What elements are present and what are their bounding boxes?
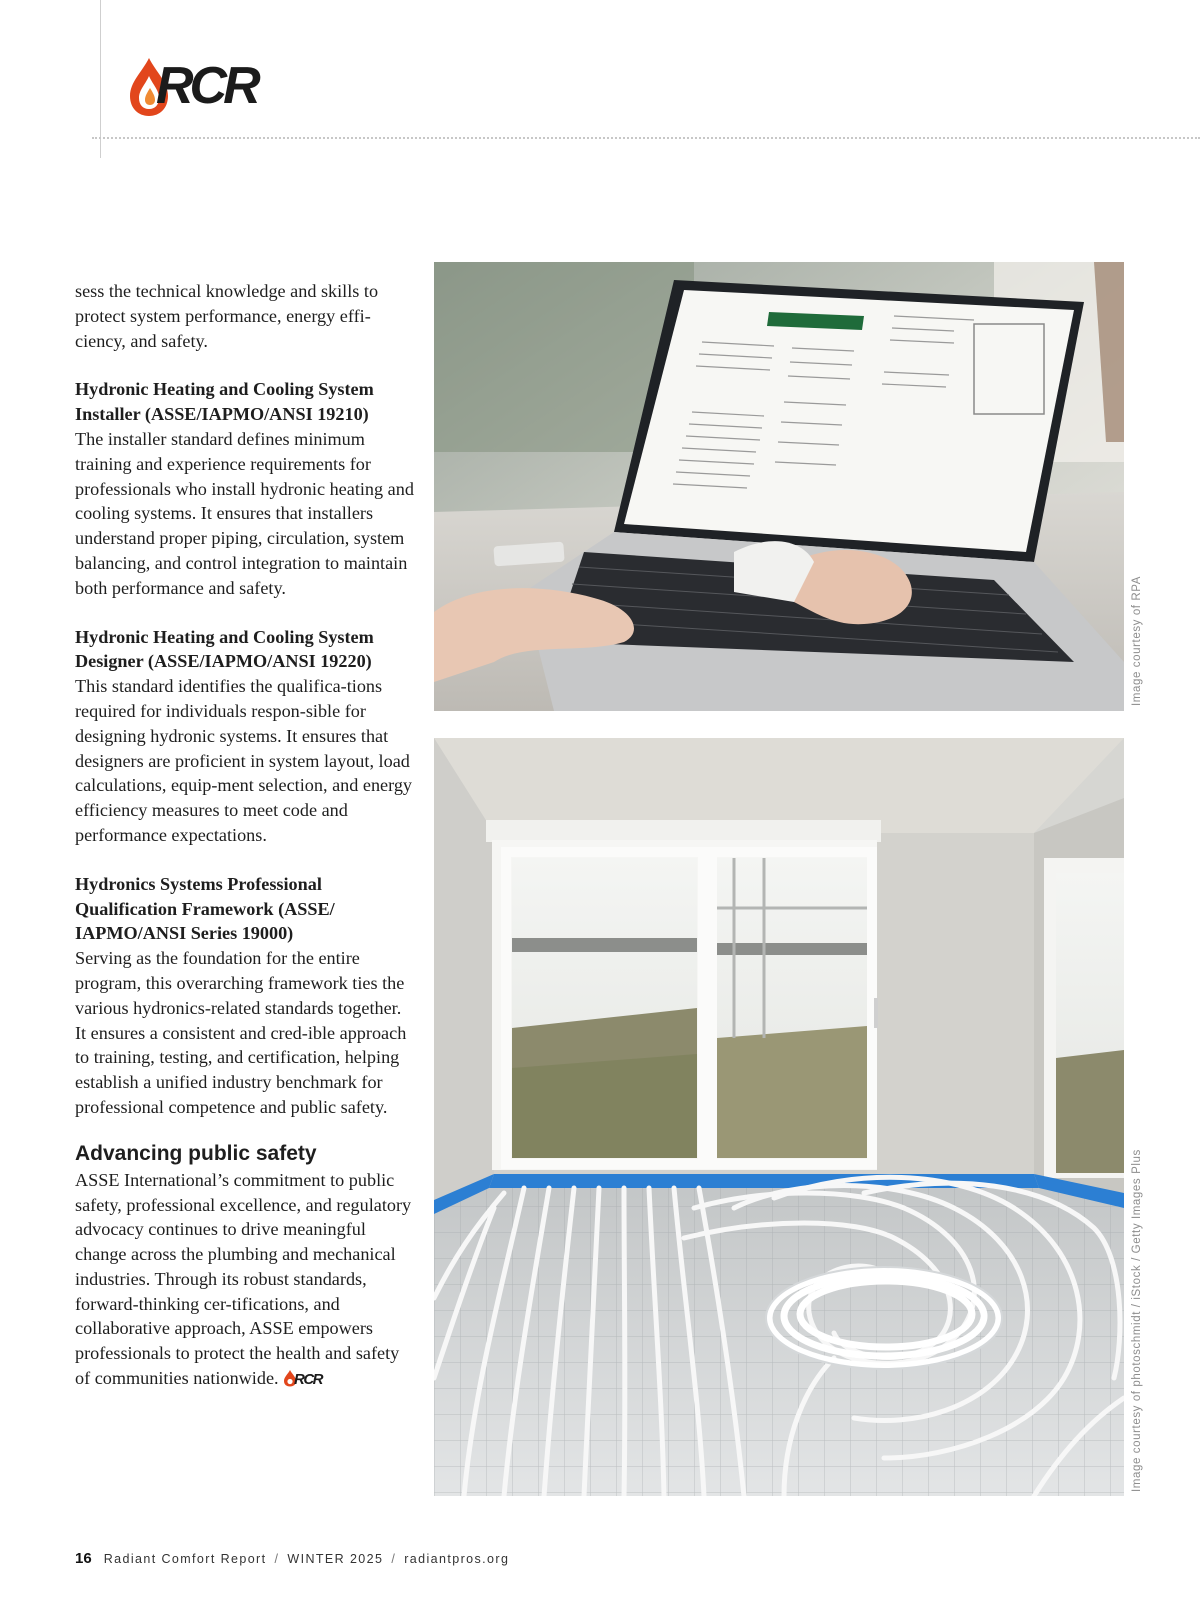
article-column <box>75 279 415 1394</box>
laptop-photo <box>434 262 1124 711</box>
section-installer <box>75 377 415 600</box>
section-text: This standard identifies the qualifica-tions required for individuals respon-sible for designing hydronic systems. It ensures that designers are proficient in system layout, load calculations, equip-ment selection, and energy efficiency measures to meet code and performance expectations. <box>75 676 413 845</box>
closing-paragraph: ASSE International’s commitment to public safety, professional excellence, and regulatory advocacy continues to drive meaningful change across the plumbing and mechanical industries. Through its robust standards, forward-thinking cer-tifications, and collaborative approach, ASSE empowers professionals to protect the health and safety of communities nationwide. RCR <box>75 1168 415 1394</box>
section-designer <box>75 625 415 848</box>
section-text: The installer standard defines minimum training and experience requirements for professionals who install hydronic heating and cooling systems. It ensures that installers understand proper piping, circulation, system balancing, and control integration to maintain both performance and safety. <box>75 428 414 598</box>
issue-label: WINTER 2025 <box>287 1552 384 1566</box>
website-link[interactable]: radiantpros.org <box>404 1552 510 1566</box>
intro-paragraph: sess the technical knowledge and skills to protect system performance, energy effi-ciency, and safety. <box>75 281 379 351</box>
radiant-floor-photo <box>434 738 1124 1496</box>
section-heading: Hydronics Systems Professional Qualification Framework (ASSE/ IAPMO/ANSI Series 19000) <box>75 873 335 944</box>
margin-rule <box>100 0 101 158</box>
section-heading: Hydronic Heating and Cooling System Designer (ASSE/IAPMO/ANSI 19220) <box>75 626 374 672</box>
footer-separator: / <box>391 1552 397 1566</box>
end-mark-logo <box>283 1369 329 1394</box>
page-footer <box>75 1550 509 1567</box>
section-heading: Hydronic Heating and Cooling System Installer (ASSE/IAPMO/ANSI 19210) <box>75 379 374 425</box>
section-text: Serving as the foundation for the entire program, this overarching framework ties the various hydronics-related standards together. It ensures a consistent and cred-ible approach to training, testing, and certification, helping establish a unified industry benchmark for professional competence and public safety. <box>75 948 407 1117</box>
photo-credit: Image courtesy of RPA <box>1131 576 1143 706</box>
logo-wordmark: RCR <box>156 57 257 115</box>
rcr-end-icon <box>283 1369 329 1387</box>
photo-credit: Image courtesy of photoschmidt / iStock / Getty Images Plus <box>1131 1149 1143 1492</box>
footer-separator: / <box>274 1552 280 1566</box>
subheading: Advancing public safety <box>75 1141 317 1165</box>
end-mark-text: RCR <box>293 1371 322 1388</box>
publication-name: Radiant Comfort Report <box>103 1552 267 1566</box>
page-number: 16 <box>75 1550 92 1567</box>
rcr-logo <box>126 56 286 118</box>
section-framework <box>75 872 415 1120</box>
header-divider <box>92 137 1200 139</box>
